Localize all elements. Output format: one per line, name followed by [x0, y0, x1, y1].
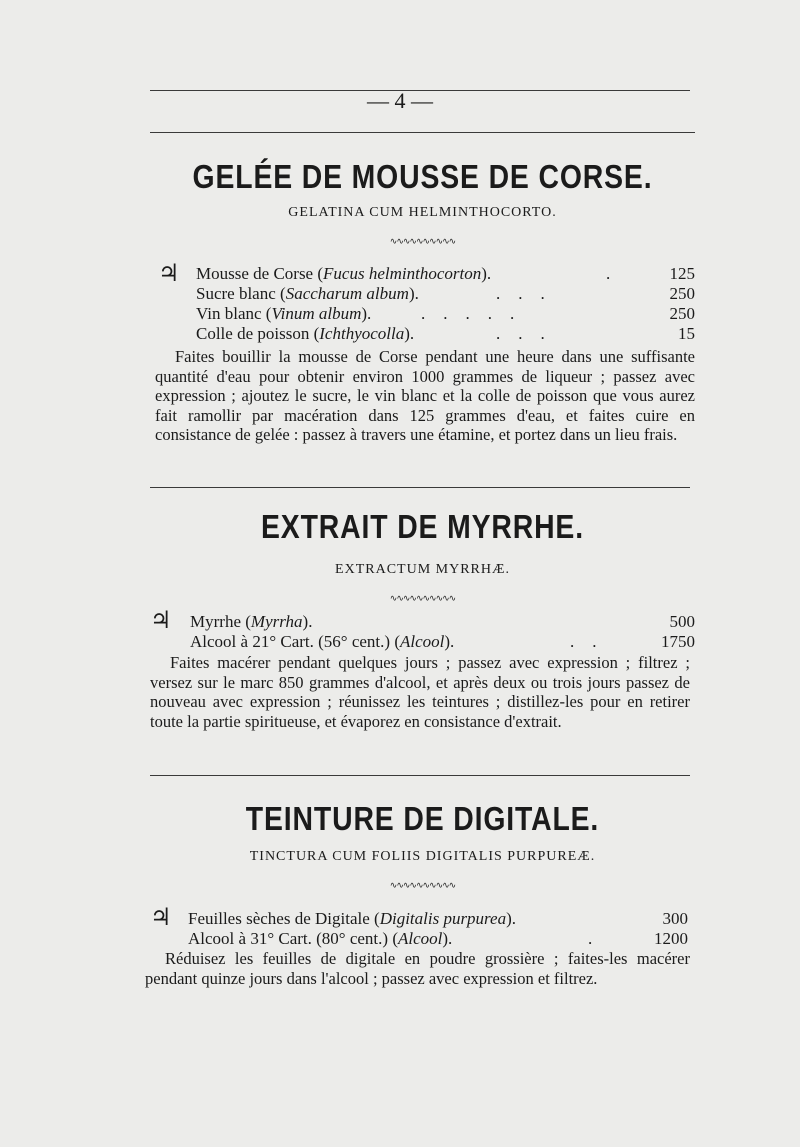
ingredient-quantity: 500	[669, 612, 695, 631]
ingredient-name: Myrrhe	[190, 612, 241, 631]
ingredient-latin: Digitalis purpurea	[379, 909, 507, 928]
recipe-symbol: ♃	[150, 905, 172, 931]
section-subtitle-myrrhe: EXTRACTUM MYRRHÆ.	[335, 562, 510, 577]
section-title-gelee: GELÉE DE MOUSSE DE CORSE.	[192, 158, 653, 195]
instructions-text: Réduisez les feuilles de digitale en poudre grossière ; faites-les macérer pendant quinze jours dans l'alcool ; passez avec expression et filtrez.	[145, 949, 690, 988]
ingredient-name: Feuilles sèches de Digitale	[188, 909, 370, 928]
ingredient-latin: Ichthyocolla	[319, 324, 405, 343]
leader-dots: .	[606, 264, 629, 283]
instructions-text: Faites bouillir la mousse de Corse pendant une heure dans une suffisante quantité d'eau pour obtenir environ 1000 grammes de liqueur ; passez avec expression ; ajoutez le sucre, le vin blanc et la colle de poisson que vous aurez fait ramollir par macération dans 125 grammes d'eau, et faites cuire en consistance de gelée : passez à travers une étamine, et portez dans un lieu frais.	[155, 347, 695, 444]
section-subtitle-gelee: GELATINA CUM HELMINTHOCORTO.	[288, 205, 557, 220]
ingredient-name: Alcool à 31° Cart. (80° cent.)	[188, 929, 389, 948]
ingredient-row: Sucre blanc (Saccharum album).	[196, 284, 419, 303]
leader-dots: .	[588, 929, 611, 948]
leader-dots: ...	[496, 284, 563, 303]
ingredient-name: Colle de poisson	[196, 324, 310, 343]
ingredient-row: Alcool à 21° Cart. (56° cent.) (Alcool).	[190, 632, 455, 651]
section-title-myrrhe: EXTRAIT DE MYRRHE.	[261, 508, 584, 545]
section-subtitle-digitale: TINCTURA CUM FOLIIS DIGITALIS PURPUREÆ.	[249, 849, 596, 864]
ingredient-name: Vin blanc	[196, 304, 262, 323]
ingredient-quantity: 250	[669, 304, 695, 323]
ingredient-row: Colle de poisson (Ichthyocolla).	[196, 324, 415, 343]
ingredient-list	[196, 264, 695, 346]
page-number: — 4 —	[367, 88, 433, 113]
ingredient-row: Vin blanc (Vinum album).	[196, 304, 372, 323]
ingredient-row: Feuilles sèches de Digitale (Digitalis purpurea).	[188, 909, 517, 928]
ornament-divider: ∿∿∿∿∿∿∿∿∿∿	[389, 593, 456, 603]
section-divider	[150, 775, 690, 776]
ingredient-name: Sucre blanc	[196, 284, 276, 303]
header-rule	[150, 132, 695, 133]
ingredient-row: Myrrhe (Myrrha).	[190, 612, 313, 631]
ingredient-name: Alcool à 21° Cart. (56° cent.)	[190, 632, 391, 651]
ingredient-quantity: 15	[678, 324, 695, 343]
ingredient-list	[190, 612, 695, 654]
leader-dots: ..	[570, 632, 615, 651]
ingredient-latin: Alcool	[398, 929, 443, 948]
ornament-divider: ∿∿∿∿∿∿∿∿∿∿	[389, 880, 456, 890]
ingredient-row: Mousse de Corse (Fucus helminthocorton).	[196, 264, 492, 283]
leader-dots: ...	[496, 324, 563, 343]
ingredient-row: Alcool à 31° Cart. (80° cent.) (Alcool).	[188, 929, 453, 948]
recipe-symbol: ♃	[158, 261, 180, 287]
ingredient-quantity: 300	[662, 909, 688, 928]
section-title-digitale: TEINTURE DE DIGITALE.	[245, 800, 600, 837]
ingredient-latin: Fucus helminthocorton	[323, 264, 482, 283]
ingredient-name: Mousse de Corse	[196, 264, 314, 283]
recipe-symbol: ♃	[150, 608, 172, 634]
ingredient-latin: Vinum album	[271, 304, 362, 323]
ingredient-quantity: 125	[669, 264, 695, 283]
leader-dots: .....	[421, 304, 533, 323]
ingredient-quantity: 250	[669, 284, 695, 303]
ingredient-list	[188, 909, 688, 951]
ingredient-latin: Myrrha	[250, 612, 303, 631]
ingredient-latin: Alcool	[400, 632, 445, 651]
ornament-divider: ∿∿∿∿∿∿∿∿∿∿	[389, 236, 456, 246]
section-divider	[150, 487, 690, 488]
instructions-text: Faites macérer pendant quelques jours ; passez avec expression ; filtrez ; versez sur le marc 850 grammes d'alcool, et après deux ou trois jours passez de nouveau avec expression ; réunissez les teintures ; distillez-les pour en retirer toute la partie spiritueuse, et évaporez en consistance d'extrait.	[150, 653, 690, 731]
ingredient-latin: Saccharum album	[285, 284, 409, 303]
ingredient-quantity: 1750	[661, 632, 695, 651]
ingredient-quantity: 1200	[654, 929, 688, 948]
